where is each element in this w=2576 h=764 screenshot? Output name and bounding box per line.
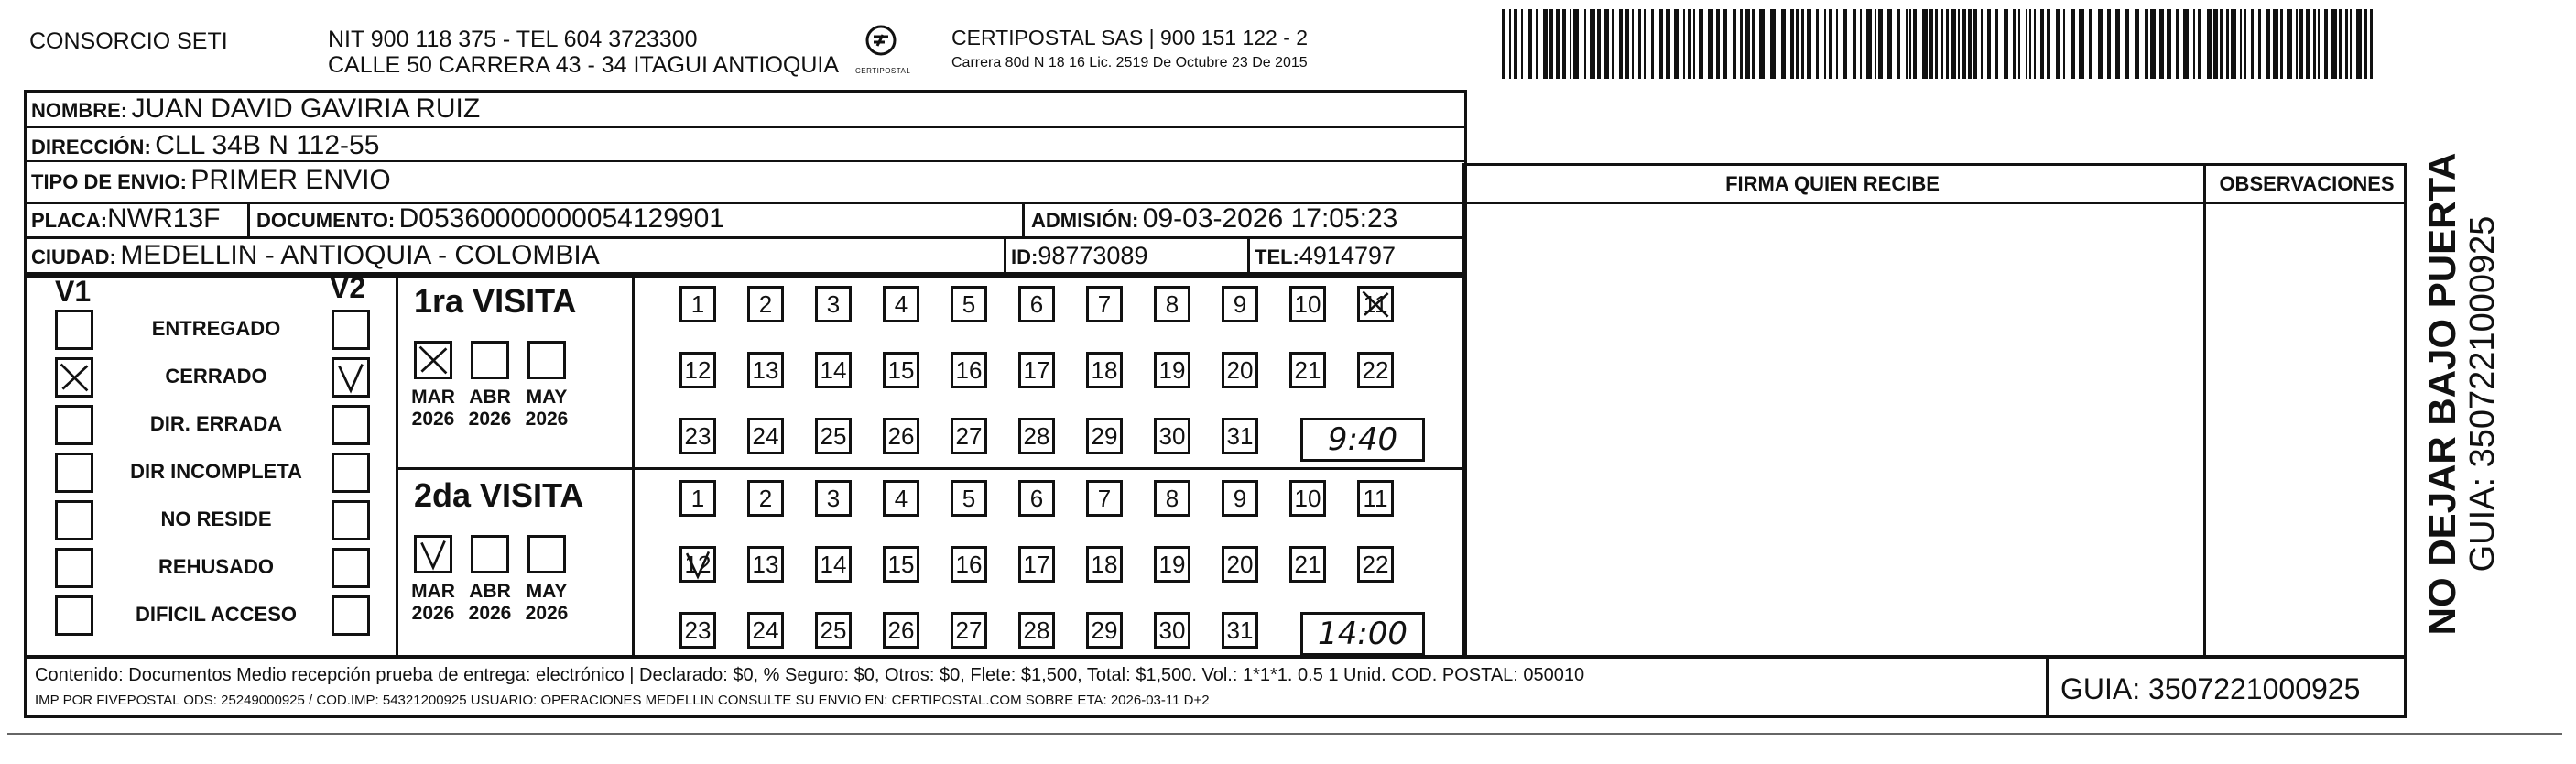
barcode-bar	[1543, 9, 1548, 79]
barcode-bar	[1946, 9, 1949, 79]
day-box[interactable]: 22	[1357, 352, 1394, 388]
v1-checkbox[interactable]	[55, 500, 93, 540]
barcode-bar	[1995, 9, 1998, 79]
barcode-bar	[1502, 9, 1505, 79]
day-box[interactable]: 8	[1154, 286, 1190, 322]
month-checkbox[interactable]	[471, 535, 509, 573]
barcode-bar	[1733, 9, 1736, 79]
day-box[interactable]: 29	[1086, 418, 1123, 454]
day-box[interactable]: 13	[747, 352, 784, 388]
barcode-bar	[2240, 9, 2242, 79]
barcode-bar	[1866, 9, 1872, 79]
barcode-bar	[1683, 9, 1685, 79]
barcode-bar	[1790, 9, 1794, 79]
barcode-bar	[1878, 9, 1883, 79]
barcode-bar	[1644, 9, 1646, 79]
barcode-bar	[2207, 9, 2212, 79]
barcode-bar	[2370, 9, 2373, 79]
month-checkbox[interactable]	[414, 535, 452, 573]
visit-title: 2da VISITA	[414, 476, 584, 514]
day-box[interactable]: 30	[1154, 418, 1190, 454]
day-box[interactable]: 11	[1357, 480, 1394, 517]
barcode-bar	[2299, 9, 2303, 79]
barcode-bar	[1987, 9, 1991, 79]
barcode-bar	[2313, 9, 2316, 79]
barcode-bar	[1625, 9, 1629, 79]
barcode-bar	[1521, 9, 1523, 79]
barcode-bar	[1666, 9, 1670, 79]
barcode-bar	[1745, 9, 1750, 79]
day-box[interactable]: 31	[1222, 612, 1258, 649]
barcode-bar	[2306, 9, 2310, 79]
barcode-bar	[1801, 9, 1804, 79]
day-box[interactable]: 19	[1154, 352, 1190, 388]
barcode-bar	[1958, 9, 1960, 79]
barcode-bar	[1699, 9, 1703, 79]
barcode-bar	[2089, 9, 2092, 79]
barcode-bar	[1562, 9, 1566, 79]
barcode-bar	[1935, 9, 1938, 79]
v2-label: V2	[330, 271, 366, 304]
barcode-bar	[1770, 9, 1776, 79]
id-row: ID:98773089	[1011, 242, 1148, 269]
day-box[interactable]: 21	[1289, 352, 1326, 388]
day-box[interactable]: 4	[883, 286, 919, 322]
barcode-bar	[2079, 9, 2084, 79]
barcode-bar	[2063, 9, 2065, 79]
barcode-bar	[1573, 9, 1579, 79]
day-box[interactable]: 3	[815, 286, 852, 322]
day-box[interactable]: 12	[679, 546, 716, 583]
barcode-bar	[2135, 9, 2139, 79]
barcode-bar	[1674, 9, 1679, 79]
barcode-bar	[2107, 9, 2111, 79]
barcode-bar	[1973, 9, 1977, 79]
admision-row: ADMISIÓN: 09-03-2026 17:05:23	[1031, 203, 1398, 234]
no-dejar-notice: NO DEJAR BAJO PUERTA	[2420, 152, 2463, 636]
day-box[interactable]: 24	[747, 612, 784, 649]
footer-imp: IMP POR FIVEPOSTAL ODS: 25249000925 / COD.IMP: 54321200925 USUARIO: OPERACIONES MEDELLIN CONSULTE SU ENVIO EN: CERTIPOSTAL.COM SOBRE ETA: 2026-03-11 D+2	[35, 693, 1210, 708]
barcode-bar	[1693, 9, 1695, 79]
barcode-bar	[1929, 9, 1933, 79]
day-box[interactable]: 14	[815, 546, 852, 583]
v2-checkbox[interactable]	[332, 357, 370, 398]
handwritten-time: 9:40	[1300, 418, 1425, 462]
barcode-bar	[1796, 9, 1799, 79]
day-box[interactable]: 28	[1018, 612, 1055, 649]
barcode-bar	[2350, 9, 2352, 79]
v2-checkbox[interactable]	[332, 548, 370, 588]
barcode-bar	[1723, 9, 1727, 79]
observaciones-label: OBSERVACIONES	[2219, 172, 2395, 195]
day-box[interactable]: 8	[1154, 480, 1190, 517]
barcode-bar	[1651, 9, 1654, 79]
barcode-bar	[2220, 9, 2223, 79]
barcode-bar	[1638, 9, 1641, 79]
day-box[interactable]: 17	[1018, 546, 1055, 583]
day-box[interactable]: 17	[1018, 352, 1055, 388]
id-value: 98773089	[1038, 242, 1148, 269]
barcode-bar	[1951, 9, 1956, 79]
barcode	[1502, 9, 2376, 79]
barcode-bar	[2213, 9, 2218, 79]
day-box[interactable]: 7	[1086, 480, 1123, 517]
day-box[interactable]: 27	[951, 418, 987, 454]
barcode-bar	[2266, 9, 2270, 79]
barcode-bar	[1556, 9, 1560, 79]
v2-checkbox[interactable]	[332, 595, 370, 636]
status-label: DIFICIL ACCESO	[135, 603, 297, 626]
shipment-type: PRIMER ENVIO	[190, 165, 391, 195]
barcode-bar	[1659, 9, 1663, 79]
day-box[interactable]: 28	[1018, 418, 1055, 454]
barcode-bar	[2040, 9, 2044, 79]
footer-guia: GUIA: 3507221000925	[2060, 672, 2361, 705]
nombre-row: NOMBRE: JUAN DAVID GAVIRIA RUIZ	[31, 93, 481, 124]
barcode-bar	[2145, 9, 2148, 79]
barcode-bar	[2047, 9, 2050, 79]
day-box[interactable]: 11	[1357, 286, 1394, 322]
v2-checkbox[interactable]	[332, 310, 370, 350]
v2-checkbox[interactable]	[332, 453, 370, 493]
day-box[interactable]: 21	[1289, 546, 1326, 583]
v1-checkbox[interactable]	[55, 595, 93, 636]
day-box[interactable]: 16	[951, 546, 987, 583]
barcode-bar	[2198, 9, 2201, 79]
barcode-bar	[2364, 9, 2367, 79]
barcode-bar	[1759, 9, 1765, 79]
barcode-bar	[1528, 9, 1532, 79]
v1-checkbox[interactable]	[55, 310, 93, 350]
barcode-bar	[2125, 9, 2129, 79]
day-box[interactable]: 23	[679, 612, 716, 649]
barcode-bar	[2345, 9, 2348, 79]
barcode-bar	[1716, 9, 1720, 79]
barcode-bar	[1688, 9, 1691, 79]
day-box[interactable]: 2	[747, 480, 784, 517]
barcode-bar	[2034, 9, 2036, 79]
day-box[interactable]: 1	[679, 286, 716, 322]
barcode-bar	[1887, 9, 1892, 79]
day-box[interactable]: 18	[1086, 546, 1123, 583]
barcode-bar	[1829, 9, 1832, 79]
certipostal-logo: CERTIPOSTAL	[855, 22, 907, 73]
barcode-bar	[1708, 9, 1713, 79]
status-label: DIR INCOMPLETA	[130, 460, 302, 483]
day-box[interactable]: 6	[1018, 480, 1055, 517]
v1-checkbox[interactable]	[55, 453, 93, 493]
barcode-bar	[2331, 9, 2337, 79]
status-label: DIR. ERRADA	[149, 412, 283, 435]
recipient-address: CLL 34B N 112-55	[155, 130, 380, 160]
day-box[interactable]: 12	[679, 352, 716, 388]
day-box[interactable]: 25	[815, 418, 852, 454]
month-label: MAR 2026	[411, 387, 455, 430]
company-name: CONSORCIO SETI	[29, 28, 228, 54]
placa-value: NWR13F	[107, 203, 221, 234]
barcode-bar	[2159, 9, 2164, 79]
day-box[interactable]: 9	[1222, 286, 1258, 322]
barcode-bar	[2026, 9, 2027, 79]
barcode-bar	[1906, 9, 1908, 79]
barcode-bar	[2339, 9, 2342, 79]
day-box[interactable]: 30	[1154, 612, 1190, 649]
day-box[interactable]: 15	[883, 546, 919, 583]
barcode-bar	[2296, 9, 2298, 79]
documento-row: DOCUMENTO: D05360000000054129901	[256, 203, 724, 234]
barcode-bar	[2231, 9, 2236, 79]
handwritten-time: 14:00	[1300, 612, 1425, 656]
barcode-bar	[2004, 9, 2008, 79]
barcode-bar	[2244, 9, 2246, 79]
barcode-bar	[1843, 9, 1847, 79]
courier-line2: Carrera 80d N 18 16 Lic. 2519 De Octubre 23 De 2015	[951, 55, 1308, 71]
day-box[interactable]: 19	[1154, 546, 1190, 583]
barcode-bar	[2115, 9, 2120, 79]
barcode-bar	[2324, 9, 2328, 79]
barcode-bar	[2273, 9, 2278, 79]
tel-row: TEL:4914797	[1255, 242, 1397, 269]
barcode-bar	[1816, 9, 1819, 79]
barcode-bar	[1909, 9, 1911, 79]
barcode-bar	[1752, 9, 1755, 79]
day-box[interactable]: 14	[815, 352, 852, 388]
v2-checkbox[interactable]	[332, 500, 370, 540]
barcode-bar	[1514, 9, 1517, 79]
day-box[interactable]: 5	[951, 286, 987, 322]
barcode-bar	[2029, 9, 2031, 79]
barcode-bar	[2018, 9, 2020, 79]
month-label: MAY 2026	[525, 387, 569, 430]
day-box[interactable]: 29	[1086, 612, 1123, 649]
month-label: ABR 2026	[468, 581, 512, 624]
documento-value: D05360000000054129901	[398, 203, 724, 234]
nit-line: NIT 900 118 375 - TEL 604 3723300	[328, 27, 698, 52]
day-box[interactable]: 2	[747, 286, 784, 322]
barcode-bar	[2251, 9, 2254, 79]
barcode-bar	[2167, 9, 2171, 79]
barcode-bar	[1584, 9, 1586, 79]
day-box[interactable]: 1	[679, 480, 716, 517]
company-address: CALLE 50 CARRERA 43 - 34 ITAGUI ANTIOQUIA	[328, 52, 840, 78]
barcode-bar	[1860, 9, 1862, 79]
barcode-bar	[1807, 9, 1811, 79]
tipo-row: TIPO DE ENVIO: PRIMER ENVIO	[31, 165, 391, 195]
barcode-bar	[1897, 9, 1900, 79]
day-box[interactable]: 16	[951, 352, 987, 388]
month-checkbox[interactable]	[527, 535, 566, 573]
day-box[interactable]: 7	[1086, 286, 1123, 322]
barcode-bar	[1549, 9, 1553, 79]
placa-row: PLACA:NWR13F	[31, 203, 221, 234]
barcode-bar	[1962, 9, 1966, 79]
side-guia: GUIA: 3507221000925	[2463, 215, 2502, 573]
barcode-bar	[2176, 9, 2179, 79]
admision-value: 09-03-2026 17:05:23	[1142, 203, 1398, 234]
barcode-bar	[1824, 9, 1826, 79]
barcode-bar	[2150, 9, 2156, 79]
barcode-bar	[1968, 9, 1972, 79]
barcode-bar	[1632, 9, 1634, 79]
barcode-bar	[2226, 9, 2229, 79]
firma-label: FIRMA QUIEN RECIBE	[1725, 172, 1940, 195]
barcode-bar	[1913, 9, 1917, 79]
barcode-bar	[1536, 9, 1538, 79]
day-box[interactable]: 13	[747, 546, 784, 583]
month-checkbox[interactable]	[471, 341, 509, 379]
ciudad-value: MEDELLIN - ANTIOQUIA - COLOMBIA	[120, 240, 600, 270]
courier-line1: CERTIPOSTAL SAS | 900 151 122 - 2	[951, 26, 1309, 49]
barcode-bar	[1597, 9, 1601, 79]
day-box[interactable]: 10	[1289, 480, 1326, 517]
barcode-bar	[1590, 9, 1595, 79]
day-box[interactable]: 9	[1222, 480, 1258, 517]
day-box[interactable]: 4	[883, 480, 919, 517]
barcode-bar	[1981, 9, 1983, 79]
month-label: ABR 2026	[468, 387, 512, 430]
barcode-bar	[1781, 9, 1786, 79]
barcode-bar	[2013, 9, 2016, 79]
v1-label: V1	[55, 275, 92, 308]
status-label: REHUSADO	[158, 555, 274, 578]
day-box[interactable]: 20	[1222, 546, 1258, 583]
bottom-border	[7, 733, 2562, 735]
day-box[interactable]: 15	[883, 352, 919, 388]
day-box[interactable]: 27	[951, 612, 987, 649]
footer-contenido: Contenido: Documentos Medio recepción prueba de entrega: electrónico | Declarado: $0, % Seguro: $0, Otros: $0, Flete: $1,500, Total: $1,500. Vol.: 1*1*1. 0.5 1 Unid. COD. POSTAL: 050010	[35, 665, 1585, 685]
barcode-bar	[1875, 9, 1876, 79]
barcode-bar	[2056, 9, 2060, 79]
v1-checkbox[interactable]	[55, 357, 93, 398]
status-label: ENTREGADO	[151, 317, 281, 340]
month-checkbox[interactable]	[527, 341, 566, 379]
day-box[interactable]: 26	[883, 612, 919, 649]
v1-checkbox[interactable]	[55, 548, 93, 588]
barcode-bar	[1853, 9, 1856, 79]
day-box[interactable]: 24	[747, 418, 784, 454]
day-box[interactable]: 3	[815, 480, 852, 517]
day-box[interactable]: 18	[1086, 352, 1123, 388]
barcode-bar	[1922, 9, 1928, 79]
day-box[interactable]: 22	[1357, 546, 1394, 583]
day-box[interactable]: 20	[1222, 352, 1258, 388]
v2-checkbox[interactable]	[332, 405, 370, 445]
barcode-bar	[2098, 9, 2103, 79]
day-box[interactable]: 25	[815, 612, 852, 649]
v1-checkbox[interactable]	[55, 405, 93, 445]
barcode-bar	[1941, 9, 1943, 79]
day-box[interactable]: 23	[679, 418, 716, 454]
day-box[interactable]: 26	[883, 418, 919, 454]
signature-frame	[1462, 163, 2407, 658]
direccion-row: DIRECCIÓN: CLL 34B N 112-55	[31, 130, 380, 160]
day-box[interactable]: 6	[1018, 286, 1055, 322]
day-box[interactable]: 10	[1289, 286, 1326, 322]
recipient-name: JUAN DAVID GAVIRIA RUIZ	[131, 93, 481, 124]
month-label: MAY 2026	[525, 581, 569, 624]
barcode-bar	[2258, 9, 2261, 79]
tel-value: 4914797	[1299, 242, 1397, 269]
ciudad-row: CIUDAD: MEDELLIN - ANTIOQUIA - COLOMBIA	[31, 240, 600, 270]
barcode-bar	[2318, 9, 2320, 79]
barcode-bar	[2183, 9, 2189, 79]
month-label: MAR 2026	[411, 581, 455, 624]
status-label: NO RESIDE	[160, 508, 272, 530]
side-notice	[2416, 137, 2518, 650]
barcode-bar	[1836, 9, 1838, 79]
barcode-bar	[1604, 9, 1609, 79]
barcode-bar	[1612, 9, 1614, 79]
status-label: CERRADO	[165, 365, 267, 387]
day-box[interactable]: 5	[951, 480, 987, 517]
month-checkbox[interactable]	[414, 341, 452, 379]
barcode-bar	[2193, 9, 2195, 79]
barcode-bar	[2356, 9, 2362, 79]
barcode-bar	[2280, 9, 2283, 79]
barcode-bar	[1570, 9, 1571, 79]
day-box[interactable]: 31	[1222, 418, 1258, 454]
barcode-bar	[1619, 9, 1623, 79]
visit-title: 1ra VISITA	[414, 282, 577, 320]
barcode-bar	[2071, 9, 2075, 79]
barcode-bar	[2287, 9, 2292, 79]
barcode-bar	[1509, 9, 1511, 79]
barcode-bar	[1740, 9, 1743, 79]
